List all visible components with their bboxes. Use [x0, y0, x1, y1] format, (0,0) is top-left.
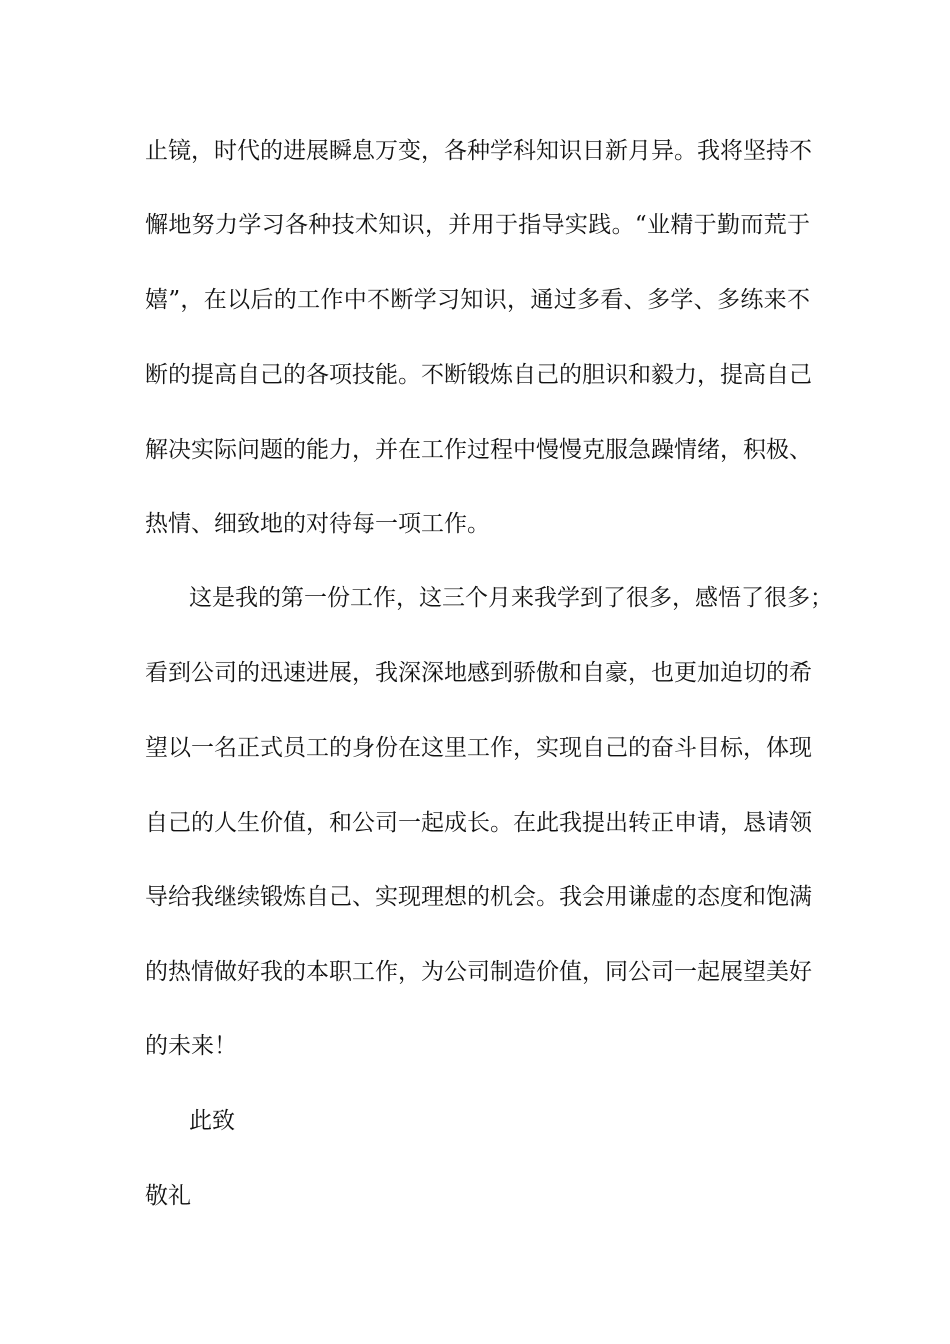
paragraph-1-line-3: 嬉”，在以后的工作中不断学习知识，通过多看、多学、多练来不 [145, 287, 810, 313]
paragraph-2-line-4: 自己的人生价值，和公司一起成长。在此我提出转正申请，恳请领 [145, 810, 812, 836]
paragraph-2-line-2: 看到公司的迅速进展，我深深地感到骄傲和自豪，也更加迫切的希 [145, 660, 812, 686]
paragraph-1-line-4: 断的提高自己的各项技能。不断锻炼自己的胆识和毅力，提高自己 [145, 362, 812, 388]
paragraph-2-line-7: 的未来！ [145, 1033, 237, 1059]
salutation-text: 敬礼 [145, 1183, 191, 1209]
closing-text: 此致 [189, 1108, 235, 1134]
paragraph-2-line-1: 这是我的第一份工作，这三个月来我学到了很多，感悟了很多； [189, 585, 833, 611]
paragraph-2-line-6: 的热情做好我的本职工作，为公司制造价值，同公司一起展望美好 [145, 959, 812, 985]
paragraph-1-line-6: 热情、细致地的对待每一项工作。 [145, 511, 490, 537]
paragraph-1-line-5: 解决实际问题的能力，并在工作过程中慢慢克服急躁情绪，积极、 [145, 437, 812, 463]
paragraph-2-line-3: 望以一名正式员工的身份在这里工作，实现自己的奋斗目标，体现 [145, 735, 812, 761]
paragraph-1-line-1: 止镜，时代的进展瞬息万变，各种学科知识日新月异。我将坚持不 [145, 138, 812, 164]
paragraph-1-line-2: 懈地努力学习各种技术知识，并用于指导实践。“业精于勤而荒于 [145, 212, 810, 238]
paragraph-2-line-5: 导给我继续锻炼自己、实现理想的机会。我会用谦虚的态度和饱满 [145, 884, 812, 910]
